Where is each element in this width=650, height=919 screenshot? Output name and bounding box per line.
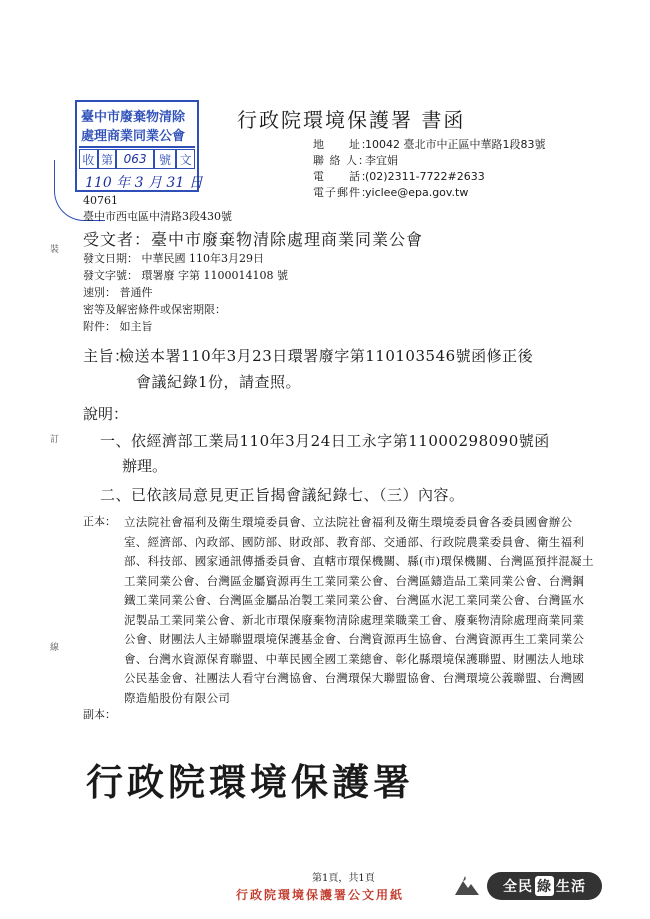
issue-number-value: 環署廢 字第 1100014108 號 <box>141 269 288 282</box>
issue-number-label: 發文字號： <box>83 269 138 282</box>
stamp-cell: 收 <box>79 149 98 169</box>
address-value: 10042 臺北市中正區中華路1段83號 <box>365 138 546 151</box>
logo-prefix: 全民 <box>503 879 533 895</box>
contact-address-row <box>313 136 545 152</box>
document-title: 行政院環境保護署 書函 <box>237 108 466 132</box>
postal-code: 40761 <box>83 194 118 207</box>
logo-highlight: 綠 <box>535 876 554 896</box>
stamp-date: 110 年 3 月 31 日 <box>85 175 203 191</box>
issue-number-row <box>83 267 288 283</box>
secrecy-label: 密等及解密條件或保密期限： <box>83 303 226 316</box>
speed-row <box>83 284 153 300</box>
stamp-divider <box>79 146 195 148</box>
issue-date-row <box>83 250 264 266</box>
agency-seal-text: 行政院環境保護署 <box>86 761 414 804</box>
address-label: 地 址： <box>313 138 373 151</box>
binding-mark: 訂 <box>50 435 60 445</box>
contact-phone-row <box>313 168 485 184</box>
original-recipients-list: 立法院社會福利及衛生環境委員會、立法院社會福利及衛生環境委員會各委員國會辦公室、經濟部、內政部、國防部、財政部、教育部、交通部、行政院農業委員會、衛生福利部、科技部、國家通訊傳播委員會、直轄市環保機關、縣(市)環保機關、台灣區預拌混凝土工業同業公會、台灣區金屬資源再生工業同業公會、台灣區鑄造品工業同業公會、台灣鋼鐵工業同業公會、台灣區金屬品冶製工業同業公會、台灣區水泥工業同業公會、台灣區水泥製品工業同業公會、新北市環保廢棄物清除處理業職業工會、廢棄物清除處理商業同業公會、財團法人主婦聯盟環境保護基金會、台灣資源再生協會、台灣資源再生工業同業公會、台灣水資源保育聯盟、中華民國全國工業總會、彰化縣環境保護聯盟、財團法人地球公民基金會、社團法人看守台灣協會、台灣環保大聯盟協會、台灣環境公義聯盟、台灣國際造船股份有限公司 <box>124 515 594 705</box>
recipient-label: 受文者： <box>83 230 152 249</box>
recipient-name: 臺中市廢棄物清除處理商業同業公會 <box>151 230 424 249</box>
contact-email-row <box>313 184 468 200</box>
contact-person-row <box>313 152 398 168</box>
contact-value: 李宜娟 <box>365 154 398 167</box>
explanation-item1: 一、依經濟部工業局110年3月24日工永字第11000298090號函 <box>100 432 550 450</box>
secrecy-row <box>83 301 226 317</box>
stamp-cell: 號 <box>154 149 176 169</box>
subject-line2: 會議紀錄1份，請查照。 <box>136 373 302 391</box>
issue-date-label: 發文日期： <box>83 252 138 265</box>
explanation-item2: 二、已依該局意見更正旨揭會議紀錄七、（三）內容。 <box>100 486 465 504</box>
email-value: yiclee@epa.gov.tw <box>365 186 469 199</box>
contact-label: 聯 絡 人： <box>313 154 370 167</box>
subject-label: 主旨： <box>83 347 130 365</box>
original-recipients-label: 正本： <box>83 515 116 528</box>
attachment-label: 附件： <box>83 320 116 333</box>
stamp-serial: 063 <box>116 149 153 169</box>
email-label: 電子郵件： <box>313 186 373 199</box>
mountain-leaf-icon <box>454 872 480 898</box>
binding-mark: 裝 <box>50 245 60 255</box>
logo-suffix: 生活 <box>556 879 586 895</box>
recipient-address: 臺中市西屯區中清路3段430號 <box>83 210 232 223</box>
phone-value: (02)2311-7722#2633 <box>365 170 485 183</box>
binding-mark: 線 <box>50 643 60 653</box>
attachment-value: 如主旨 <box>119 320 153 333</box>
explanation-item1-cont: 辦理。 <box>122 457 168 475</box>
subject-line1: 檢送本署110年3月23日環署廢字第110103546號函修正後 <box>119 347 534 365</box>
subject-block <box>83 343 533 395</box>
green-life-logo <box>487 872 602 900</box>
stamp-cell: 第 <box>98 149 117 169</box>
stamp-cell: 文 <box>176 149 195 169</box>
recipient-row <box>83 227 423 250</box>
speed-value: 普通件 <box>119 286 153 299</box>
page-number: 第1頁，共1頁 <box>312 873 375 884</box>
attachment-row <box>83 318 153 334</box>
official-paper-label: 行政院環境保護署公文用紙 <box>236 888 405 902</box>
issue-date-value: 中華民國 110年3月29日 <box>141 252 264 265</box>
stamp-org-line1: 臺中市廢棄物清除 <box>81 110 186 125</box>
copy-recipients-label: 副本： <box>83 708 116 721</box>
phone-label: 電 話： <box>313 170 373 183</box>
explanation-label: 說明： <box>83 405 129 423</box>
speed-label: 速別： <box>83 286 116 299</box>
stamp-org-line2: 處理商業同業公會 <box>81 129 186 144</box>
